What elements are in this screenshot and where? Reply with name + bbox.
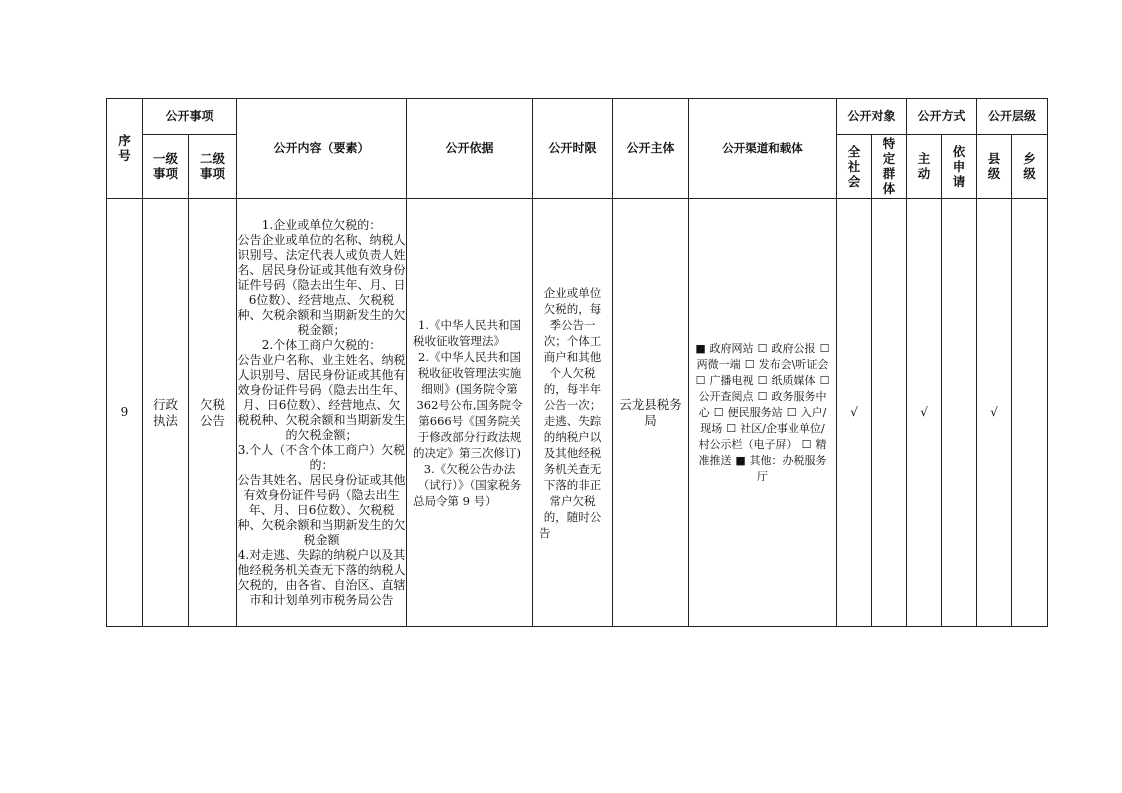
- row-item-l2: 欠税公告: [189, 199, 237, 627]
- channel-option: ☐ 便民服务站: [713, 405, 783, 419]
- checkbox-empty-icon: ☐: [757, 341, 768, 355]
- row-item-l1: 行政执法: [143, 199, 189, 627]
- row-method-active: √: [907, 199, 942, 627]
- content-line: 4.对走逃、失踪的纳税户以及其他经税务机关查无下落的纳税人欠税的，由各省、自治区、直辖市和计划单列市税务局公告: [237, 547, 406, 607]
- channel-option: ☐ 入户/现场: [700, 405, 827, 435]
- header-subject: 公开主体: [613, 99, 689, 199]
- row-audience-all: √: [837, 199, 872, 627]
- header-method-group: 公开方式: [907, 99, 977, 135]
- row-content: [237, 199, 407, 627]
- checkbox-empty-icon: ☐: [713, 405, 724, 419]
- channel-option: ☐ 精准推送: [698, 437, 827, 467]
- checkbox-checked-icon: ■: [695, 341, 706, 355]
- content-line: 2.个体工商户欠税的：: [261, 337, 382, 352]
- header-level-township: 乡级: [1012, 135, 1048, 199]
- header-channel: 公开渠道和载体: [689, 99, 837, 199]
- disclosure-table: [106, 98, 1048, 627]
- basis-line: 2.《中华人民共和国税收征收管理法实施细则》(国务院令第362号公布,国务院令第666号《国务院关于修改部分行政法规的决定》第三次修订): [413, 349, 523, 460]
- channel-option: ☐ 政务服务中心: [698, 389, 827, 419]
- row-subject: 云龙县税务局: [613, 199, 689, 627]
- header-item-group: 公开事项: [143, 99, 237, 135]
- checkbox-empty-icon: ☐: [786, 405, 797, 419]
- header-method-active: 主动: [907, 135, 942, 199]
- channel-option: ■ 其他：办税服务厅: [735, 453, 827, 483]
- header-audience-specific: 特定群体: [872, 135, 907, 199]
- channel-option: ☐ 发布会\听证会: [744, 357, 829, 371]
- basis-line: 1.《中华人民共和国税收征收管理法》: [413, 317, 521, 348]
- header-content: 公开内容（要素）: [237, 99, 407, 199]
- row-audience-specific: [872, 199, 907, 627]
- header-seq: 序号: [107, 99, 143, 199]
- content-line: 公告其姓名、居民身份证或其他有效身份证件号码（隐去出生年、月、日6位数）、欠税税种、欠税余额和当期新发生的欠税金额: [237, 472, 406, 547]
- row-basis: [407, 199, 533, 627]
- channel-option: ☐ 公开查阅点: [698, 373, 830, 403]
- checkbox-empty-icon: ☐: [819, 373, 830, 387]
- content-line: 3.个人（不含个体工商户）欠税的：: [237, 442, 406, 472]
- row-seq: 9: [107, 199, 143, 627]
- header-audience-group: 公开对象: [837, 99, 907, 135]
- checkbox-empty-icon: ☐: [757, 389, 768, 403]
- content-line: 公告业户名称、业主姓名、纳税人识别号、居民身份证或其他有效身份证件号码（隐去出生年、月、日6位数）、经营地点、欠税税种、欠税余额和当期新发生的欠税金额；: [237, 352, 406, 442]
- channel-option: ☐ 纸质媒体: [757, 373, 816, 387]
- row-level-township: [1012, 199, 1048, 627]
- row-time-limit: 企业或单位欠税的，每季公告一次；个体工商户和其他个人欠税的，每半年公告一次；走逃、失踪的纳税户以及其他经税务机关查无下落的非正常户欠税的，随时公告: [533, 199, 613, 627]
- checkbox-empty-icon: ☐: [744, 357, 755, 371]
- row-level-county: √: [977, 199, 1012, 627]
- checkbox-empty-icon: ☐: [757, 373, 768, 387]
- channel-option: ☐ 社区/企事业单位/村公示栏（电子屏）: [698, 421, 825, 451]
- row-method-request: [942, 199, 977, 627]
- row-channels: [689, 199, 837, 627]
- channel-option: ☐ 两微一端: [696, 341, 830, 371]
- checkbox-empty-icon: ☐: [695, 373, 706, 387]
- channel-option: ■ 政府网站: [695, 341, 754, 355]
- header-basis: 公开依据: [407, 99, 533, 199]
- header-item-l2: 二级事项: [189, 135, 237, 199]
- checkbox-empty-icon: ☐: [819, 341, 830, 355]
- basis-line: 3.《欠税公告办法（试行）》（国家税务总局令第 9 号）: [413, 461, 522, 508]
- checkbox-empty-icon: ☐: [726, 421, 737, 435]
- channel-option: ☐ 政府公报: [757, 341, 816, 355]
- checkbox-checked-icon: ■: [735, 453, 746, 467]
- header-level-county: 县级: [977, 135, 1012, 199]
- content-line: 公告企业或单位的名称、纳税人识别号、法定代表人或负责人姓名、居民身份证或其他有效身份证件号码（隐去出生年、月、日6位数）、经营地点、欠税税种、欠税余额和当期新发生的欠税金额；: [237, 232, 406, 337]
- header-level-group: 公开层级: [977, 99, 1048, 135]
- header-item-l1: 一级事项: [143, 135, 189, 199]
- header-time-limit: 公开时限: [533, 99, 613, 199]
- header-method-request: 依申请: [942, 135, 977, 199]
- checkbox-empty-icon: ☐: [801, 437, 812, 451]
- content-line: 1.企业或单位欠税的：: [261, 217, 382, 232]
- header-audience-all: 全社会: [837, 135, 872, 199]
- channel-option: ☐ 广播电视: [695, 373, 754, 387]
